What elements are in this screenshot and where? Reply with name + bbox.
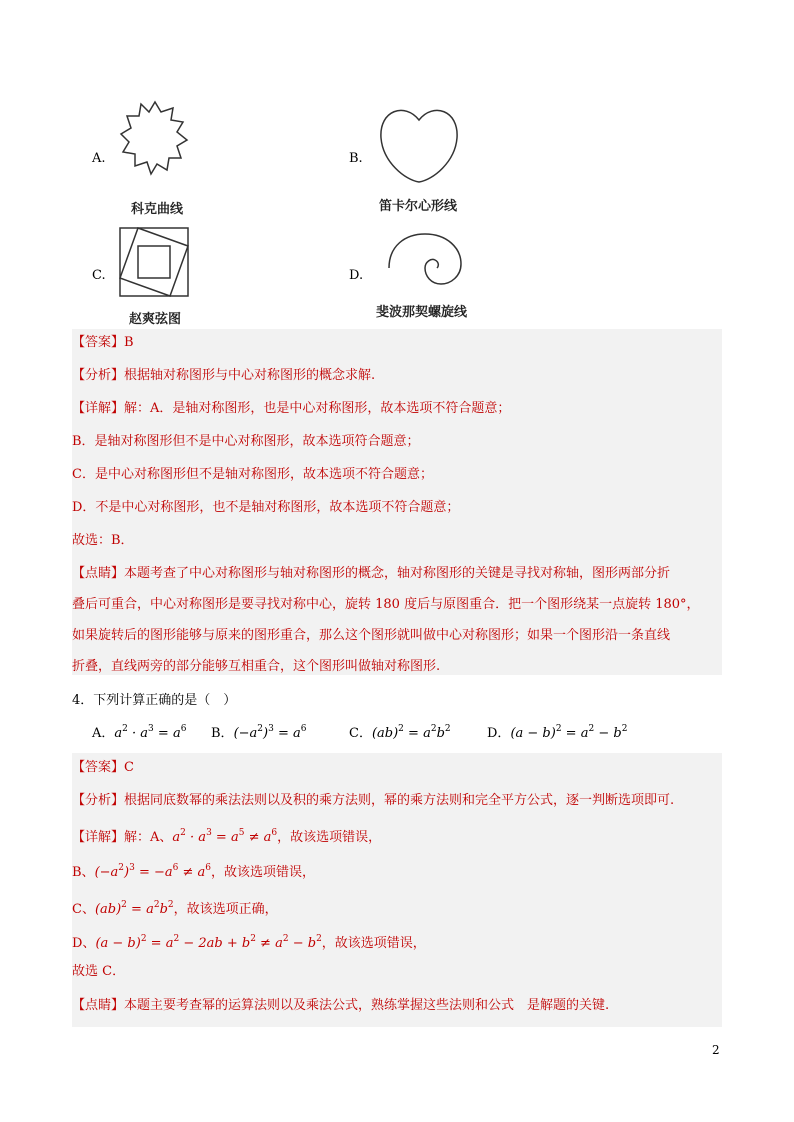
q4-analysis-line [72,793,674,809]
comment-tag: 【点睛】 [72,566,125,581]
q4-solution-block [72,753,722,1027]
q4-c-suffix: ，故该选项正确， [173,902,278,917]
choice-b-label: B． [211,726,234,741]
q3-solution-block [72,329,722,675]
comment-line-1 [72,566,670,582]
q4-c-prefix: C、 [72,902,95,917]
q4-detail-prefix: 解：A、 [124,830,173,845]
choice-a-label: A． [92,726,115,741]
q4-answer-line [72,760,134,776]
q4-comment-text: 本题主要考查幂的运算法则以及乘法公式，熟练掌握这些法则和公式 是解题的关键. [124,998,610,1013]
option-a-caption: 科克曲线 [131,202,184,217]
choice-d-label: D． [487,726,511,741]
q4-detail-line-b: B、$(-a^2)^3 = -a^6 \ne a^6$，故该选项错误， [72,863,316,880]
q4-d-prefix: D、 [72,936,96,951]
cardioid-figure [375,100,463,188]
option-a-label: A. [92,151,106,166]
q4-detail-suffix-a: ，故该选项错误， [277,830,382,845]
q4-b-prefix: B、 [72,865,95,880]
detail-line-c: C．是中心对称图形但不是轴对称图形，故本选项不符合题意； [72,467,433,482]
q4-conclusion: 故选 C． [72,964,126,979]
detail-line-d: D．不是中心对称图形，也不是轴对称图形，故本选项不符合题意； [72,500,460,515]
zhao-shuang-chord-figure [118,226,190,298]
q4-answer-text: C [124,760,134,775]
analysis-text: 根据轴对称图形与中心对称图形的概念求解. [124,368,376,383]
q4-answer-tag: 【答案】 [72,760,125,775]
detail-line [72,401,510,417]
page-number: 2 [712,1043,720,1057]
q4-comment-tag: 【点睛】 [72,998,125,1013]
q4-d-suffix: ，故该选项错误， [321,936,426,951]
option-b-label: B. [349,151,363,166]
q4-detail-tag: 【详解】 [72,830,125,845]
conclusion-line: 故选：B． [72,533,134,548]
analysis-line [72,368,375,384]
detail-line-b: B．是轴对称图形但不是中心对称图形，故本选项符合题意； [72,434,420,449]
option-c-label: C. [92,268,106,283]
q4-detail-line-a: 【详解】解：A、$a^2 \cdot a^3 = a^5 \ne a^6$，故该选项错误， [72,828,382,845]
option-d-caption: 斐波那契螺旋线 [376,305,468,320]
q4-analysis-text: 根据同底数幂的乘法法则以及积的乘方法则，幂的乘方法则和完全平方公式，逐一判断选项即可. [124,793,675,808]
q4-b-suffix: ，故该选项错误， [211,865,316,880]
question-4-title: 4．下列计算正确的是（ ） [72,693,237,708]
detail-text: 解：A．是轴对称图形，也是中心对称图形，故本选项不符合题意； [124,401,511,416]
option-c-caption: 赵爽弦图 [129,312,182,327]
q4-detail-line-c: C、$(ab)^2 = a^2b^2$，故该选项正确， [72,900,278,917]
detail-tag: 【详解】 [72,401,125,416]
answer-text: B [124,335,134,350]
choice-a: A．$a^2 \cdot a^3 = a^6$ [92,724,187,741]
option-d-label: D. [349,268,364,283]
analysis-tag: 【分析】 [72,368,125,383]
answer-tag: 【答案】 [72,335,125,350]
comment-text-1: 本题考查了中心对称图形与轴对称图形的概念，轴对称图形的关键是寻找对称轴，图形两部分折 [124,566,671,581]
choice-b: B．$(-a^2)^3 = a^6$ [211,724,307,741]
comment-line-2: 叠后可重合，中心对称图形是要寻找对称中心，旋转 180 度后与原图重合．把一个图形绕某一点旋转 180°， [72,597,700,612]
q4-detail-line-d: D、$(a - b)^2 = a^2 - 2ab + b^2 \ne a^2 - b^2$，故该选项错误， [72,934,426,951]
fibonacci-spiral-figure [385,230,465,290]
koch-snowflake-figure [115,100,195,188]
choice-d: D．$(a - b)^2 = a^2 - b^2$ [487,724,628,741]
option-b-caption: 笛卡尔心形线 [379,199,458,214]
choice-c-label: C． [349,726,372,741]
q4-analysis-tag: 【分析】 [72,793,125,808]
choice-c: C．$(ab)^2 = a^2b^2$ [349,724,451,741]
comment-line-3: 如果旋转后的图形能够与原来的图形重合，那么这个图形就叫做中心对称图形；如果一个图形沿一条直线 [72,628,671,643]
q4-comment-line [72,998,609,1014]
comment-line-4: 折叠，直线两旁的部分能够互相重合，这个图形叫做轴对称图形. [72,659,441,674]
answer-line [72,335,134,351]
